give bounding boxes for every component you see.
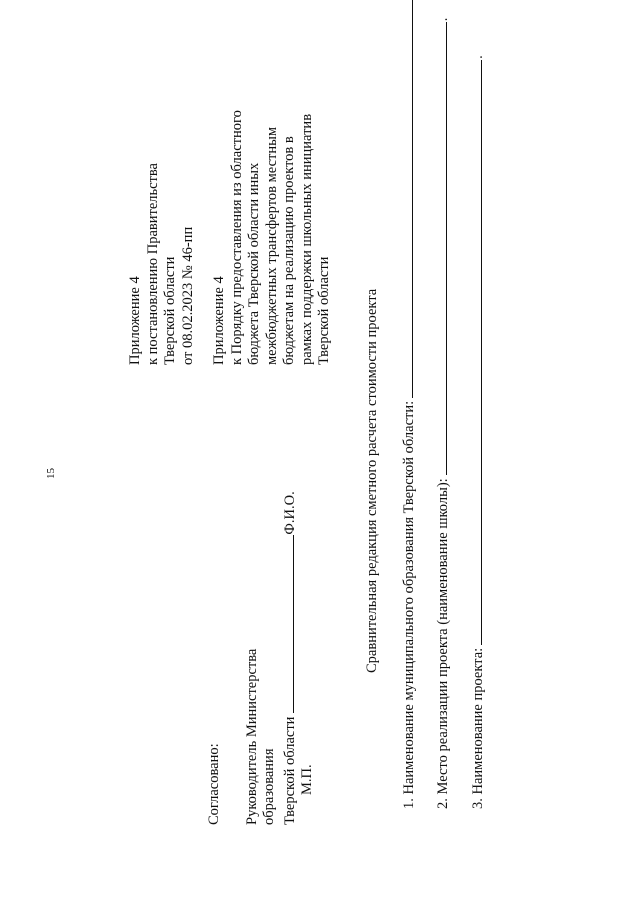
fill-in-line <box>398 0 413 398</box>
annex-line: Приложение 4 <box>127 276 143 365</box>
field-label: 1. Наименование муниципального образования Тверской области: <box>401 400 417 809</box>
annex-line: бюджета Тверской области иных <box>246 162 262 365</box>
fill-in-line <box>467 60 482 645</box>
field-project-name <box>467 55 488 809</box>
annex-line: Приложение 4 <box>211 276 227 365</box>
field-label: 3. Наименование проекта: <box>470 647 486 809</box>
annex-line: рамках поддержки школьных инициатив <box>298 113 315 365</box>
approval-block <box>206 491 317 825</box>
annex-line: межбюджетных трансфертов местным <box>263 126 280 365</box>
annex-header-procedure <box>211 110 334 365</box>
annex-line: бюджетам на реализацию проектов в <box>281 136 297 365</box>
approver-position-line: Тверской области <box>281 716 298 825</box>
page-number: 15 <box>45 468 57 479</box>
annex-line: к постановлению Правительства <box>144 163 161 365</box>
approver-position-line: Руководитель Министерства <box>243 648 260 825</box>
annex-line: Тверской области <box>316 256 332 365</box>
document-title: Сравнительная редакция сметного расчета стоимости проекта <box>364 288 380 673</box>
field-school <box>432 18 453 809</box>
annex-line: к Порядку предоставления из областного <box>228 110 245 365</box>
annex-header-government-decree <box>127 163 197 365</box>
fill-in-line <box>432 22 447 475</box>
approval-title: Согласовано: <box>206 743 222 825</box>
annex-line: Тверской области <box>162 256 178 365</box>
field-end-mark: . <box>435 17 451 22</box>
field-end-mark: . <box>470 55 486 59</box>
signature-line <box>279 535 294 713</box>
annex-line: от 08.02.2023 № 46-пп <box>179 226 196 365</box>
signature-name-label: Ф.И.О. <box>281 491 298 535</box>
seal-label: М.П. <box>299 764 315 795</box>
approver-signature-row <box>279 491 300 825</box>
field-label: 2. Место реализации проекта (наименование школы): <box>435 478 451 809</box>
approver-position-line: образования <box>261 748 277 825</box>
field-municipality <box>398 0 419 809</box>
